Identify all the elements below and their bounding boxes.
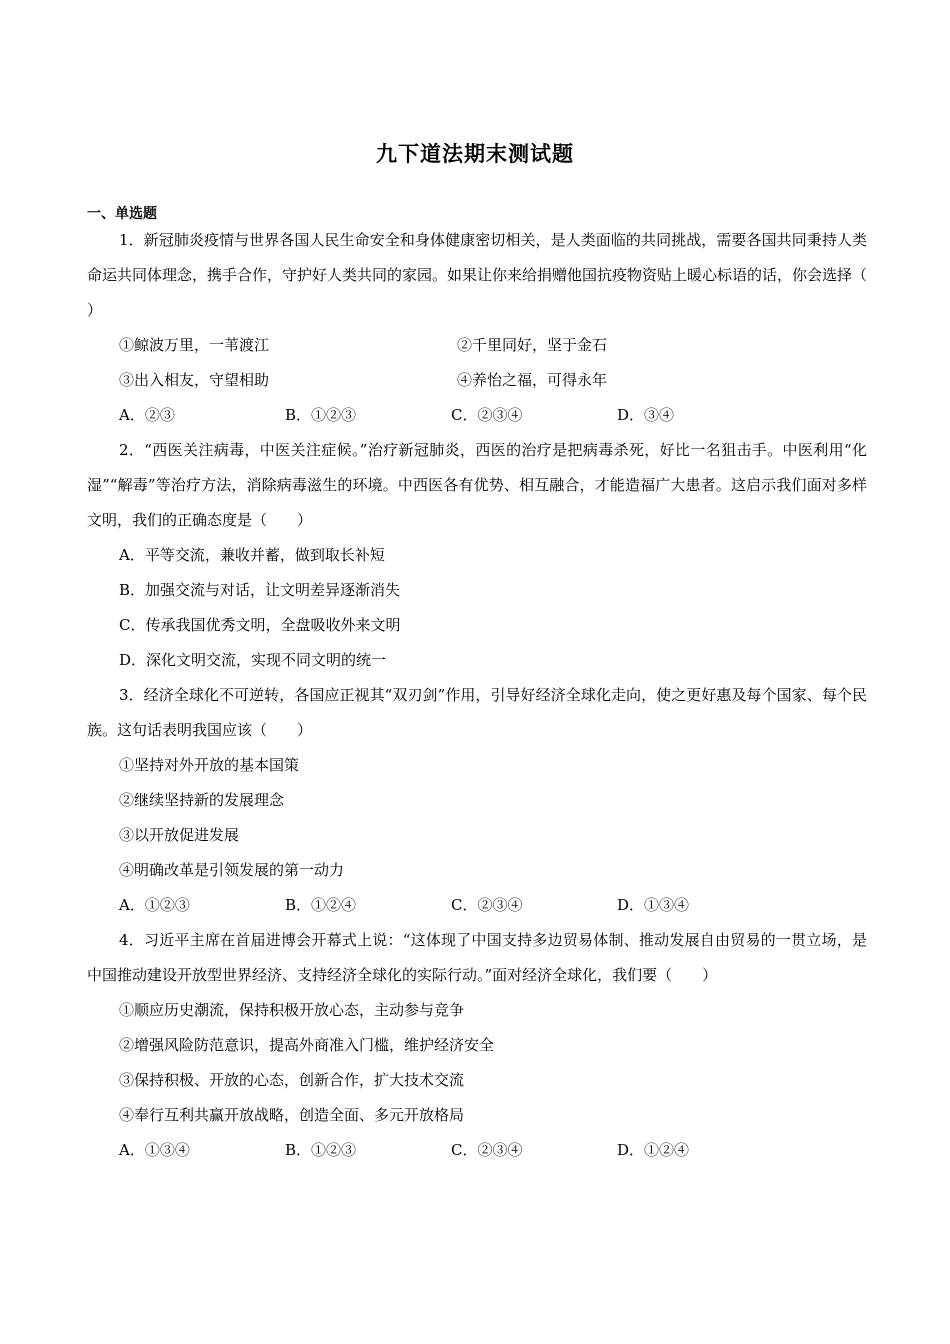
statement-item: ②增强风险防范意识，提高外商准入门槛，维护经济安全 — [119, 1036, 495, 1054]
statement-item: ②继续坚持新的发展理念 — [119, 791, 285, 809]
option-b: B．①②④ — [285, 896, 357, 914]
statement-item: ④奉行互利共赢开放战略，创造全面、多元开放格局 — [119, 1106, 465, 1124]
option-a: A．平等交流，兼收并蓄，做到取长补短 — [119, 546, 385, 564]
answer-options — [87, 398, 867, 433]
option-a: A．①③④ — [119, 1141, 190, 1159]
statement-item: ③出入相友，守望相助 — [119, 371, 270, 389]
option-d: D．①③④ — [617, 896, 690, 914]
option-d: D．深化文明交流，实现不同文明的统一 — [119, 651, 387, 669]
statement-item: ①坚持对外开放的基本国策 — [119, 756, 300, 774]
section-heading: 一、单选题 — [87, 206, 157, 222]
option-c: C．②③④ — [451, 1141, 523, 1159]
option-d: D．③④ — [617, 406, 675, 424]
option-a: A．②③ — [119, 406, 175, 424]
answer-options — [87, 1133, 867, 1168]
statement-row — [87, 328, 867, 363]
question-stem: 1．新冠肺炎疫情与世界各国人民生命安全和身体健康密切相关，是人类面临的共同挑战，需要各国共同秉持人类命运共同体理念，携手合作，守护好人类共同的家园。如果让你来给捐赠他国抗疫物资贴上暖心标语的话，你会选择（ ） — [87, 231, 898, 319]
statement-item: ③保持积极、开放的心态，创新合作，扩大技术交流 — [119, 1071, 465, 1089]
statement-item: ①鲸波万里，一苇渡江 — [119, 336, 270, 354]
option-d: D．①②④ — [617, 1141, 690, 1159]
option-b: B．①②③ — [285, 406, 357, 424]
question-3 — [87, 678, 867, 923]
question-2 — [87, 433, 867, 678]
statement-item: ①顺应历史潮流，保持积极开放心态，主动参与竞争 — [119, 1001, 465, 1019]
question-4 — [87, 923, 867, 1168]
statement-item: ②千里同好，坚于金石 — [457, 336, 608, 354]
option-b: B．加强交流与对话，让文明差异逐渐消失 — [119, 581, 401, 599]
question-stem: 4．习近平主席在首届进博会开幕式上说：“这体现了中国支持多边贸易体制、推动发展自由贸易的一贯立场，是中国推动建设开放型世界经济、支持经济全球化的实际行动。”面对经济全球化，我们要（ ） — [87, 931, 867, 984]
statement-item: ④明确改革是引领发展的第一动力 — [119, 861, 345, 879]
question-stem: 2．“西医关注病毒，中医关注症候。”治疗新冠肺炎，西医的治疗是把病毒杀死，好比一名狙击手。中医利用“化湿”“解毒”等治疗方法，消除病毒滋生的环境。中西医各有优势、相互融合，才能造福广大患者。这启示我们面对多样文明，我们的正确态度是（ ） — [87, 441, 867, 529]
statement-row — [87, 363, 867, 398]
statement-item: ④养怡之福，可得永年 — [457, 371, 608, 389]
option-b: B．①②③ — [285, 1141, 357, 1159]
option-c: C．②③④ — [451, 406, 523, 424]
statement-item: ③以开放促进发展 — [119, 826, 240, 844]
question-list — [87, 223, 898, 1168]
question-stem: 3．经济全球化不可逆转，各国应正视其“双刃剑”作用，引导好经济全球化走向，使之更好惠及每个国家、每个民族。这句话表明我国应该（ ） — [87, 686, 867, 739]
option-a: A．①②③ — [119, 896, 190, 914]
answer-options — [87, 888, 867, 923]
question-1 — [87, 223, 898, 433]
page-title: 九下道法期末测试题 — [376, 142, 574, 166]
option-c: C．传承我国优秀文明，全盘吸收外来文明 — [119, 616, 401, 634]
option-c: C．②③④ — [451, 896, 523, 914]
